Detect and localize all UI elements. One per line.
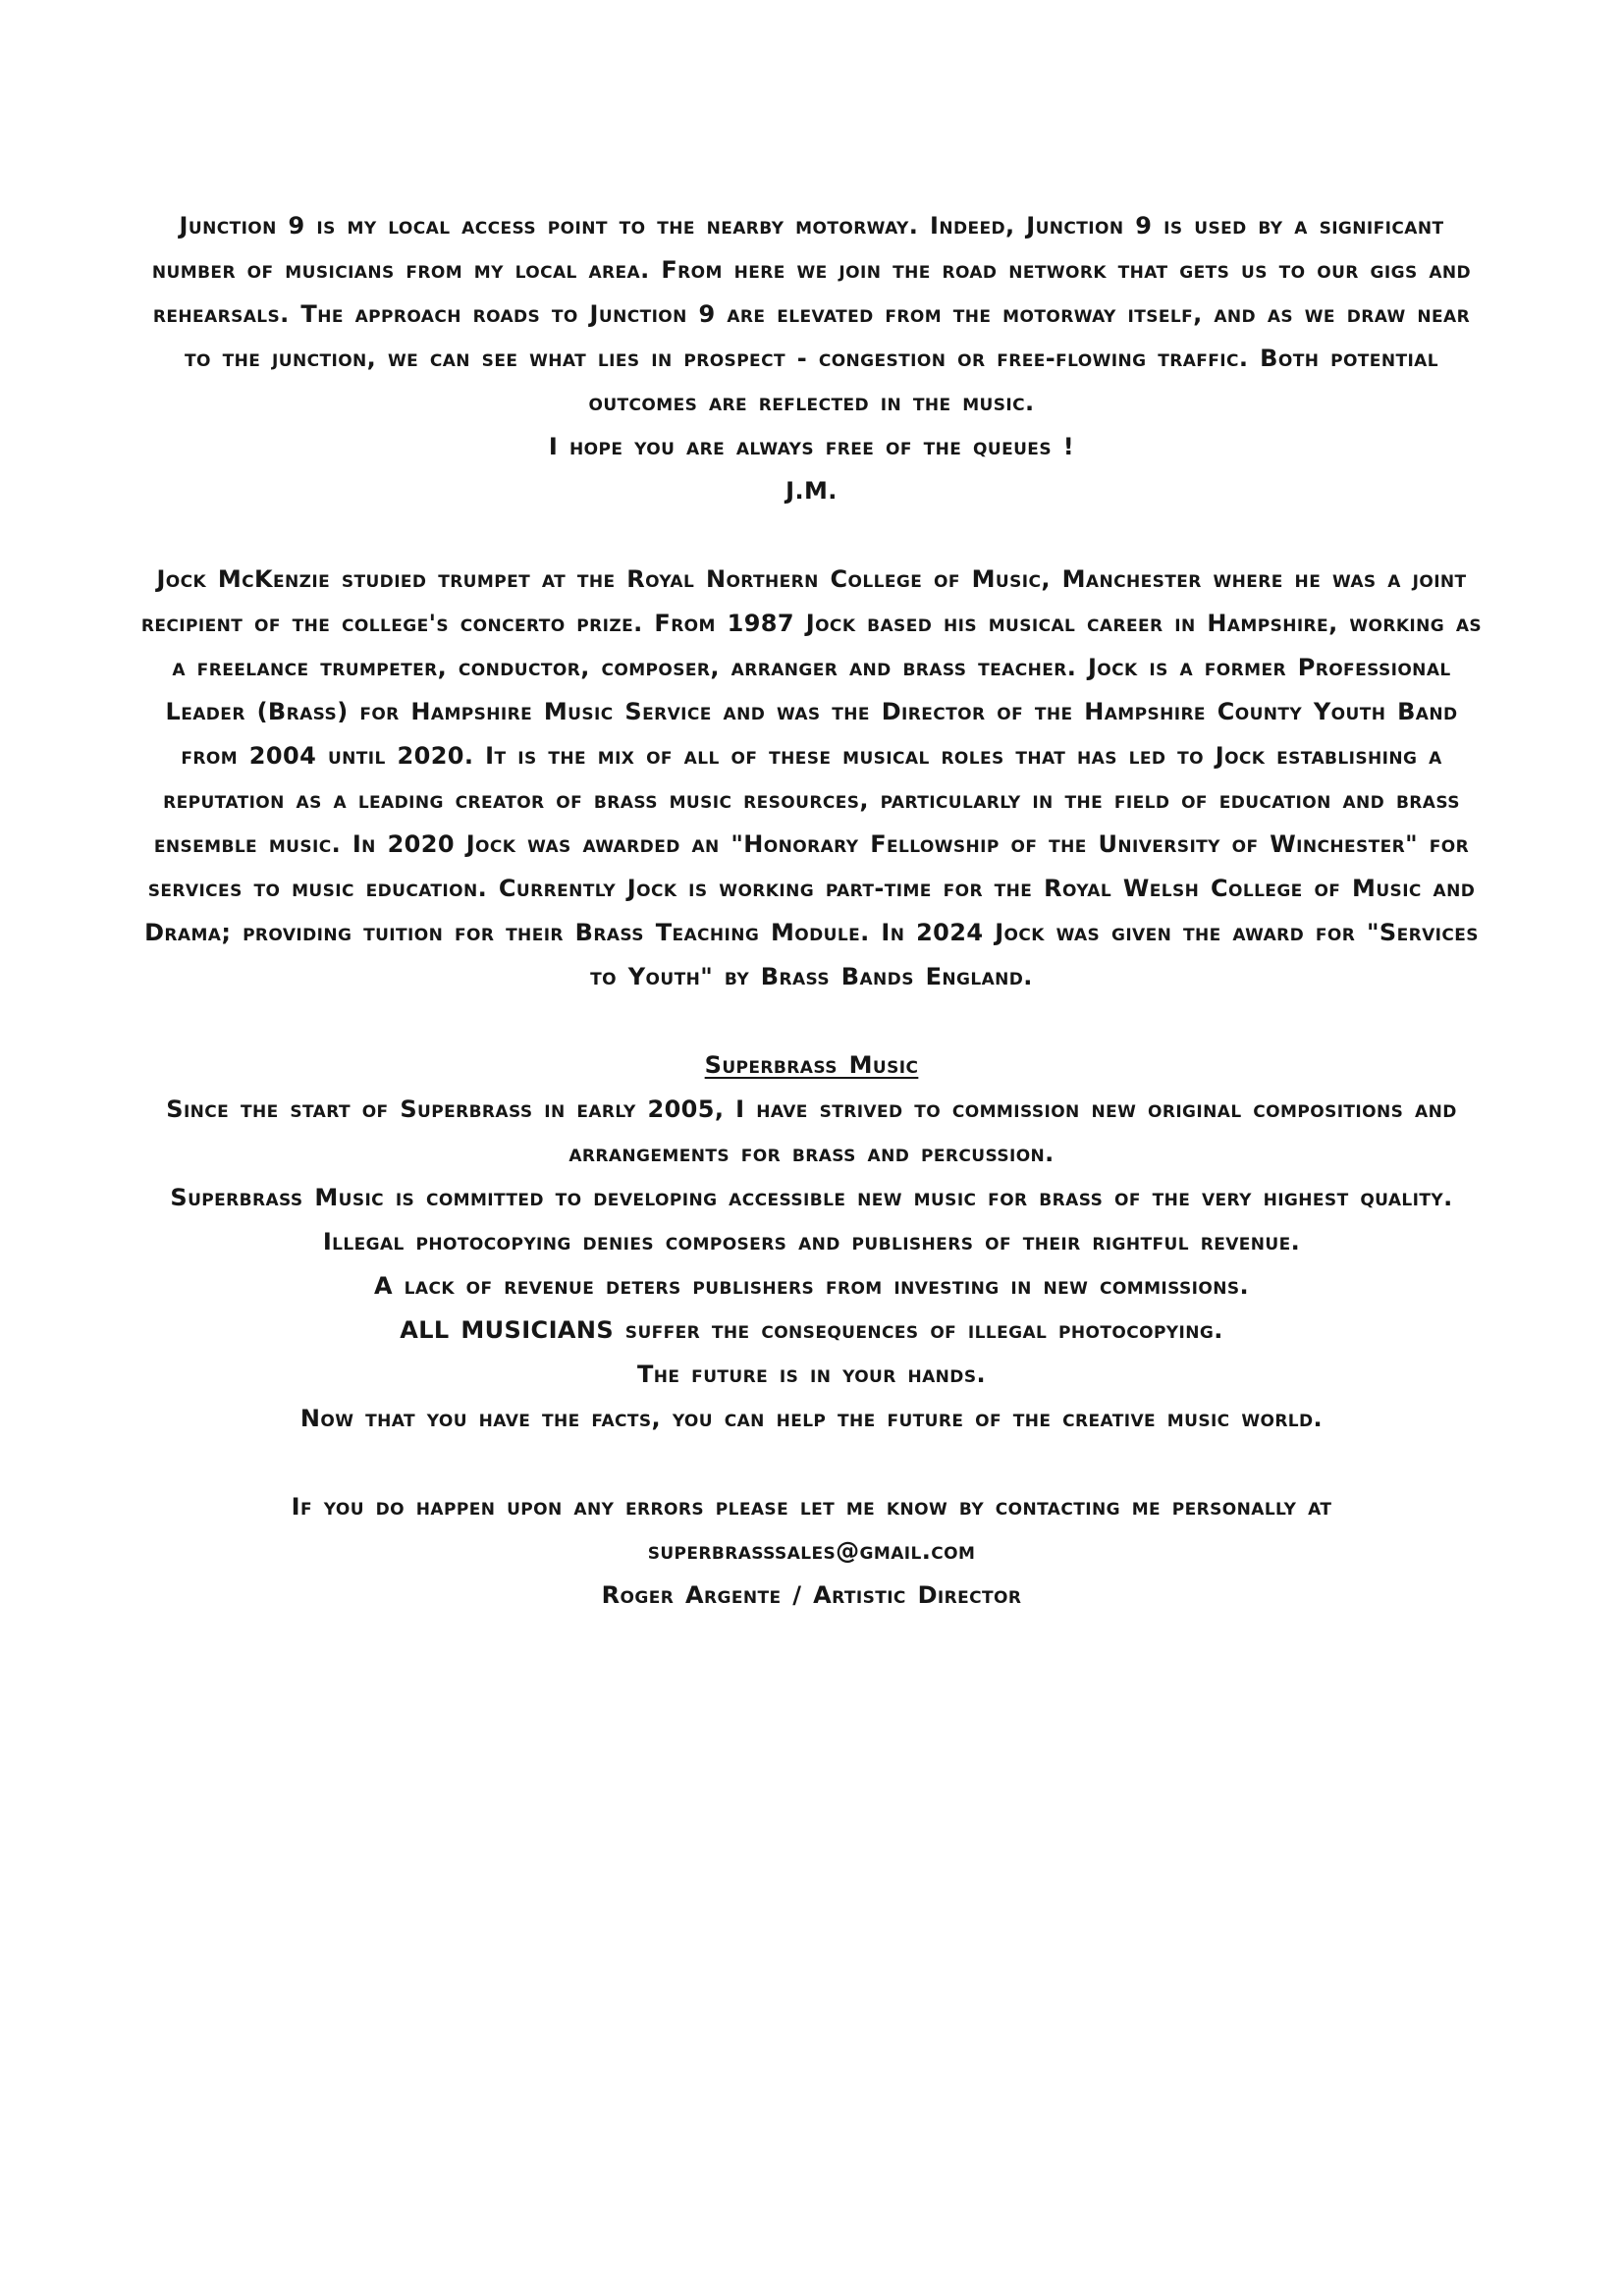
program-note-initials: J.M. [785, 477, 838, 505]
superbrass-music-heading: Superbrass Music [704, 1051, 919, 1079]
spacer [139, 1441, 1485, 1485]
program-note-paragraph: Junction 9 is my local access point to the nearby motorway. Indeed, Junction 9 is used by a significant number of musicians from my local area. From here we join the road network that gets us to our gigs and rehearsals. The approach roads to Junction 9 are elevated from the motorway itself, and as we draw near to the junction, we can see what lies in prospect - congestion or free-flowing traffic. Both potential outcomes are reflected in the music. [151, 212, 1472, 416]
facts-notice-line: Now that you have the facts, you can help the future of the creative music world. [299, 1405, 1324, 1432]
revenue-notice-line: A lack of revenue deters publishers from investing in new commissions. [373, 1272, 1250, 1300]
spacer [139, 513, 1485, 558]
future-notice-line: The future is in your hands. [637, 1361, 986, 1388]
musicians-notice-line: ALL MUSICIANS suffer the consequences of illegal photocopying. [400, 1316, 1223, 1344]
artistic-director-credit: Roger Argente / Artistic Director [601, 1581, 1022, 1609]
program-note-signoff-line: I hope you are always free of the queues ! [548, 433, 1075, 460]
email-address: superbrasssales@gmail.com [647, 1537, 976, 1565]
errors-contact-line: If you do happen upon any errors please let me know by contacting me personally at [291, 1493, 1332, 1521]
superbrass-mission-paragraph: Since the start of Superbrass in early 2005, I have strived to commission new original compositions and arrangements for brass and percussion. [166, 1095, 1457, 1167]
composer-biography-paragraph: Jock McKenzie studied trumpet at the Royal Northern College of Music, Manchester where he was a joint recipient of the college's concerto prize. From 1987 Jock based his musical career in Hampshire, working as a freelance trumpeter, conductor, composer, arranger and brass teacher. Jock is a former Professional Leader (Brass) for Hampshire Music Service and was the Director of the Hampshire County Youth Band from 2004 until 2020. It is the mix of all of these musical roles that has led to Jock establishing a reputation as a leading creator of brass music resources, particularly in the field of education and brass ensemble music. In 2020 Jock was awarded an "Honorary Fellowship of the University of Winchester" for services to music education. Currently Jock is working part-time for the Royal Welsh College of Music and Drama; providing tuition for their Brass Teaching Module. In 2024 Jock was given the award for "Services to Youth" by Brass Bands England. [140, 565, 1483, 990]
spacer [139, 999, 1485, 1043]
document-body [139, 204, 1485, 1618]
superbrass-quality-paragraph: Superbrass Music is committed to developing accessible new music for brass of the very highest quality. [170, 1184, 1453, 1211]
photocopying-notice-line: Illegal photocopying denies composers and publishers of their rightful revenue. [322, 1228, 1301, 1255]
